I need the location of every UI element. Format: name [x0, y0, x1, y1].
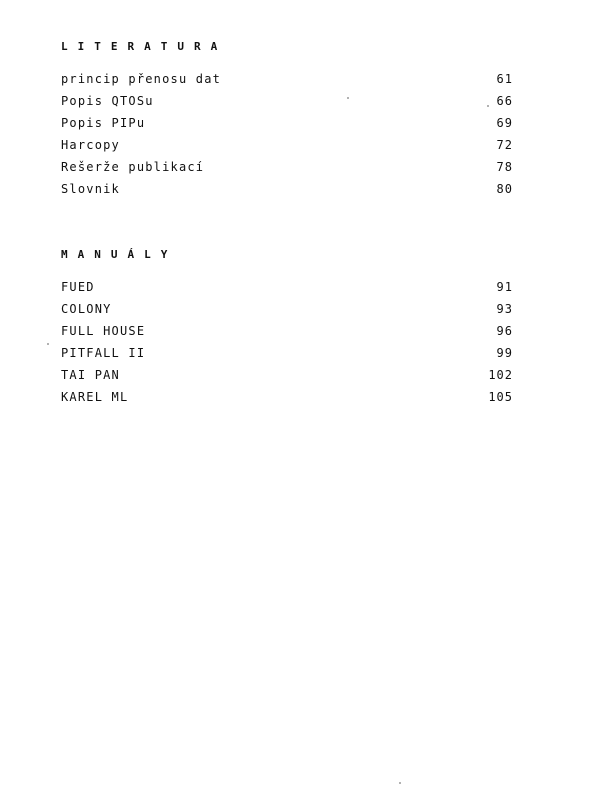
scan-speck — [487, 105, 489, 107]
toc-entry — [61, 178, 513, 200]
scan-speck — [347, 97, 349, 99]
scan-speck — [399, 782, 401, 784]
entry-title: FUED — [61, 280, 95, 294]
entry-title: Harcopy — [61, 138, 120, 152]
entry-page: 66 — [496, 94, 513, 108]
section-heading: LITERATURA — [61, 40, 228, 53]
entry-page: 91 — [496, 280, 513, 294]
entry-title: Popis PIPu — [61, 116, 146, 130]
entry-title: FULL HOUSE — [61, 324, 146, 338]
literatura-section — [61, 38, 513, 200]
toc-entry — [61, 364, 513, 386]
scan-speck — [47, 343, 49, 345]
entry-title: princip přenosu dat — [61, 72, 222, 86]
entry-title: TAI PAN — [61, 368, 120, 382]
entry-page: 105 — [488, 390, 513, 404]
toc-entry — [61, 68, 513, 90]
entry-title: Rešerže publikací — [61, 160, 205, 174]
toc-entry — [61, 386, 513, 408]
entry-page: 61 — [496, 72, 513, 86]
entry-page: 96 — [496, 324, 513, 338]
entry-title: COLONY — [61, 302, 112, 316]
toc-entry — [61, 156, 513, 178]
manualy-section — [61, 246, 513, 408]
toc-entry — [61, 342, 513, 364]
entry-page: 80 — [496, 182, 513, 196]
entry-page: 72 — [496, 138, 513, 152]
toc-entry — [61, 90, 513, 112]
section-heading: MANUÁLY — [61, 248, 178, 261]
entry-page: 93 — [496, 302, 513, 316]
entry-title: Popis QTOSu — [61, 94, 154, 108]
toc-entry — [61, 320, 513, 342]
entry-title: KAREL ML — [61, 390, 129, 404]
entry-page: 78 — [496, 160, 513, 174]
toc-entry — [61, 276, 513, 298]
entry-page: 69 — [496, 116, 513, 130]
toc-entry — [61, 134, 513, 156]
toc-entry — [61, 112, 513, 134]
entry-title: PITFALL II — [61, 346, 146, 360]
entry-page: 99 — [496, 346, 513, 360]
entry-page: 102 — [488, 368, 513, 382]
toc-entry — [61, 298, 513, 320]
entry-title: Slovnik — [61, 182, 120, 196]
